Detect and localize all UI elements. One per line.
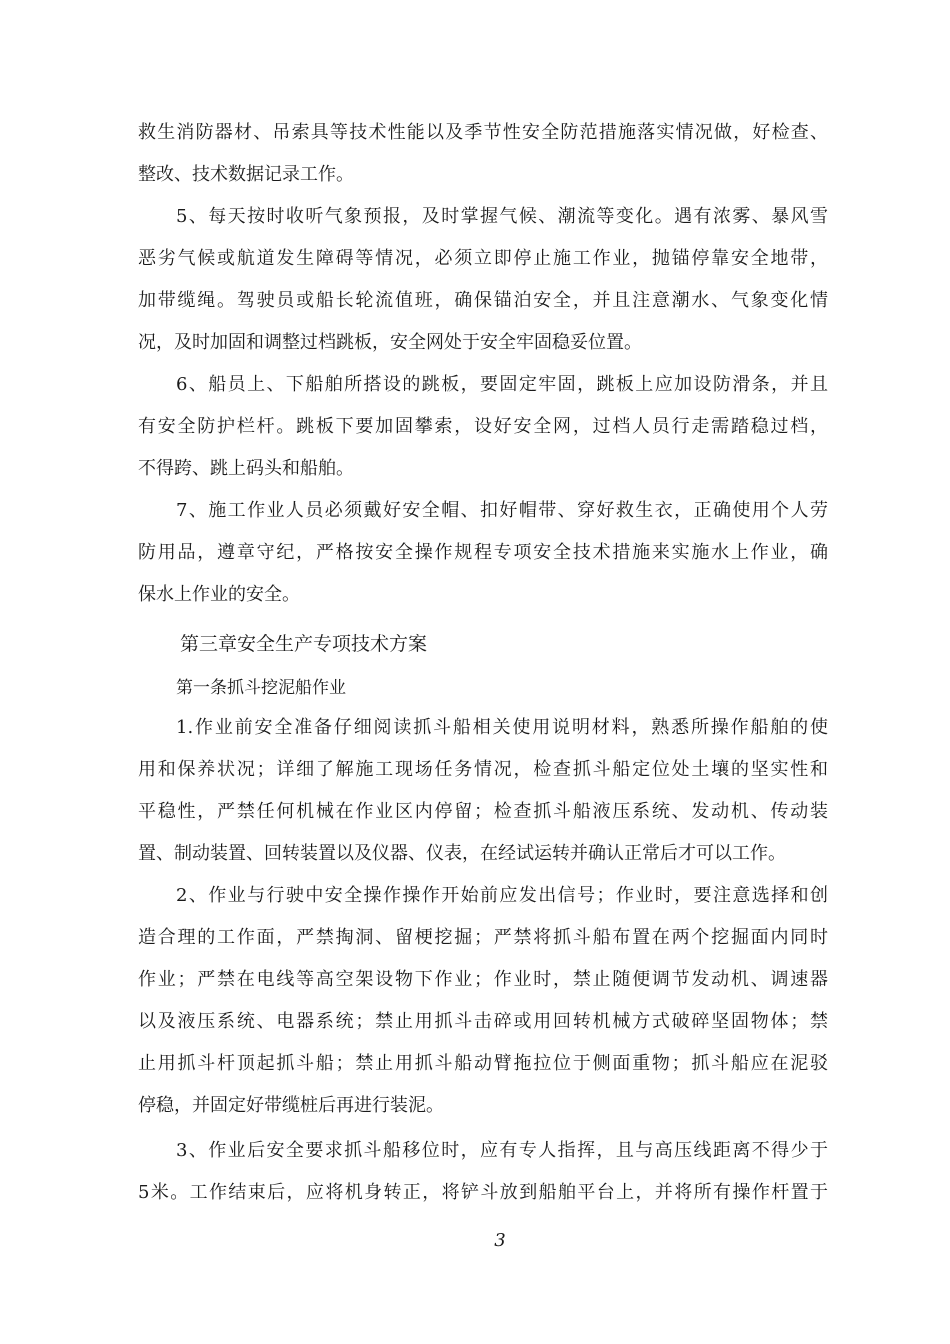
text-line: 整改、技术数据记录工作。 — [138, 164, 354, 185]
text-line: 有安全防护栏杆。跳板下要加固攀索，设好安全网，过档人员行走需踏稳过档， — [138, 416, 828, 437]
paragraph-article-item-1 — [138, 707, 828, 875]
chapter-heading: 第三章安全生产专项技术方案 — [180, 633, 428, 655]
text-line: 停稳，并固定好带缆桩后再进行装泥。 — [138, 1095, 444, 1116]
text-line: 防用品，遵章守纪，严格按安全操作规程专项安全技术措施来实施水上作业，确 — [138, 542, 828, 563]
text-line: 5米。工作结束后，应将机身转正，将铲斗放到船舶平台上，并将所有操作杆置于 — [138, 1182, 828, 1203]
text-line: 保水上作业的安全。 — [138, 584, 300, 605]
paragraph-item-5 — [138, 196, 828, 364]
text-line: 造合理的工作面，严禁掏洞、留梗挖掘；严禁将抓斗船布置在两个挖掘面内同时 — [138, 927, 828, 948]
text-line: 用和保养状况；详细了解施工现场任务情况，检查抓斗船定位处土壤的坚实性和 — [138, 759, 828, 780]
text-line: 平稳性，严禁任何机械在作业区内停留；检查抓斗船液压系统、发动机、传动装 — [138, 801, 828, 822]
paragraph-continued — [138, 112, 828, 196]
paragraph-article-item-3 — [138, 1130, 828, 1214]
text-line: 2、作业与行驶中安全操作操作开始前应发出信号；作业时，要注意选择和创 — [176, 885, 828, 906]
text-line: 恶劣气候或航道发生障碍等情况，必须立即停止施工作业，抛锚停靠安全地带， — [138, 248, 828, 269]
text-line: 5、每天按时收听气象预报，及时掌握气候、潮流等变化。遇有浓雾、暴风雪 — [176, 206, 828, 227]
text-line: 置、制动装置、回转装置以及仪器、仪表，在经试运转并确认正常后才可以工作。 — [138, 843, 786, 864]
text-line: 以及液压系统、电器系统；禁止用抓斗击碎或用回转机械方式破碎坚固物体；禁 — [138, 1011, 828, 1032]
text-line: 3、作业后安全要求抓斗船移位时，应有专人指挥，且与高压线距离不得少于 — [176, 1140, 828, 1161]
text-line: 加带缆绳。驾驶员或船长轮流值班，确保锚泊安全，并且注意潮水、气象变化情 — [138, 290, 828, 311]
text-line: 6、船员上、下船舶所搭设的跳板，要固定牢固，跳板上应加设防滑条，并且 — [176, 374, 828, 395]
paragraph-item-7 — [138, 490, 828, 616]
paragraph-item-6 — [138, 364, 828, 490]
text-line: 7、施工作业人员必须戴好安全帽、扣好帽带、穿好救生衣，正确使用个人劳 — [176, 500, 828, 521]
text-line: 1.作业前安全准备仔细阅读抓斗船相关使用说明材料，熟悉所操作船舶的使 — [176, 717, 828, 738]
page-number: 3 — [494, 1230, 506, 1251]
text-line: 救生消防器材、吊索具等技术性能以及季节性安全防范措施落实情况做，好检查、 — [138, 122, 828, 143]
text-line: 况，及时加固和调整过档跳板，安全网处于安全牢固稳妥位置。 — [138, 332, 642, 353]
text-line: 止用抓斗杆顶起抓斗船；禁止用抓斗船动臂拖拉位于侧面重物；抓斗船应在泥驳 — [138, 1053, 828, 1074]
paragraph-article-item-2 — [138, 875, 828, 1127]
text-line: 作业；严禁在电线等高空架设物下作业；作业时，禁止随便调节发动机、调速器 — [138, 969, 828, 990]
text-line: 不得跨、跳上码头和船舶。 — [138, 458, 354, 479]
article-heading: 第一条抓斗挖泥船作业 — [176, 678, 346, 698]
